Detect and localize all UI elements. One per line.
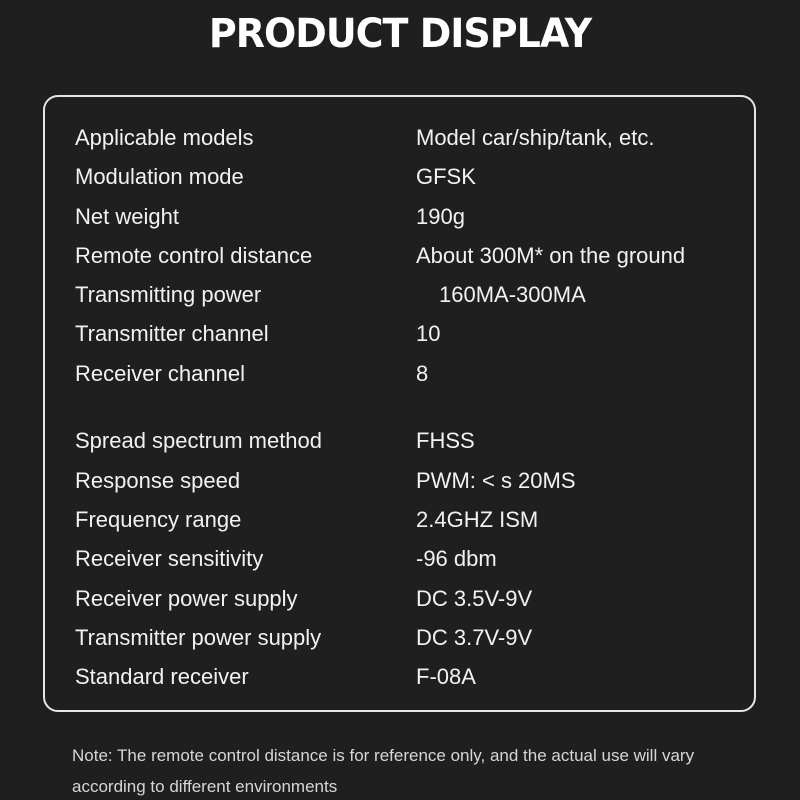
spec-value: GFSK (416, 164, 476, 189)
footnote: Note: The remote control distance is for reference only, and the actual use will vary according to different environments (72, 746, 695, 796)
spec-value: DC 3.7V-9V (416, 625, 533, 650)
spec-value: -96 dbm (416, 546, 497, 571)
spec-label: Receiver sensitivity (75, 546, 264, 571)
spec-label: Receiver channel (75, 361, 245, 386)
spec-value: DC 3.5V-9V (416, 586, 533, 611)
spec-row-remote-control-distance (75, 240, 735, 272)
spec-label: Spread spectrum method (75, 428, 323, 453)
spec-row-receiver-power-supply (75, 583, 735, 615)
spec-label: Frequency range (75, 507, 242, 532)
spec-label: Remote control distance (75, 243, 313, 268)
spec-value: About 300M* on the ground (416, 243, 686, 268)
spec-label: Receiver power supply (75, 586, 298, 611)
spec-label: Net weight (75, 204, 179, 229)
spec-label: Response speed (75, 468, 241, 493)
spec-value: 2.4GHZ ISM (416, 507, 539, 532)
spec-row-modulation-mode (75, 161, 735, 193)
spec-label: Transmitter power supply (75, 625, 322, 650)
spec-row-transmitting-power (75, 279, 735, 311)
spec-label: Modulation mode (75, 164, 244, 189)
spec-panel (43, 95, 756, 712)
spec-label: Standard receiver (75, 664, 249, 689)
spec-row-net-weight (75, 201, 735, 233)
spec-value: 8 (416, 361, 429, 386)
spec-row-receiver-channel (75, 358, 735, 390)
spec-label: Transmitter channel (75, 321, 269, 346)
spec-row-transmitter-channel (75, 318, 735, 350)
spec-value: Model car/ship/tank, etc. (416, 125, 655, 150)
page-title: PRODUCT DISPLAY (208, 9, 592, 57)
spec-row-standard-receiver (75, 661, 735, 693)
spec-label: Transmitting power (75, 282, 262, 307)
spec-row-applicable-models (75, 122, 735, 154)
spec-row-spread-spectrum-method (75, 425, 735, 457)
spec-value: 10 (416, 321, 441, 346)
spec-value: PWM: < s 20MS (416, 468, 576, 493)
spec-row-receiver-sensitivity (75, 543, 735, 575)
spec-value: F-08A (416, 664, 476, 689)
spec-value: 160MA-300MA (439, 282, 586, 307)
spec-row-transmitter-power-supply (75, 622, 735, 654)
spec-value: 190g (416, 204, 465, 229)
spec-label: Applicable models (75, 125, 254, 150)
spec-row-frequency-range (75, 504, 735, 536)
spec-row-response-speed (75, 465, 735, 497)
spec-value: FHSS (416, 428, 475, 453)
